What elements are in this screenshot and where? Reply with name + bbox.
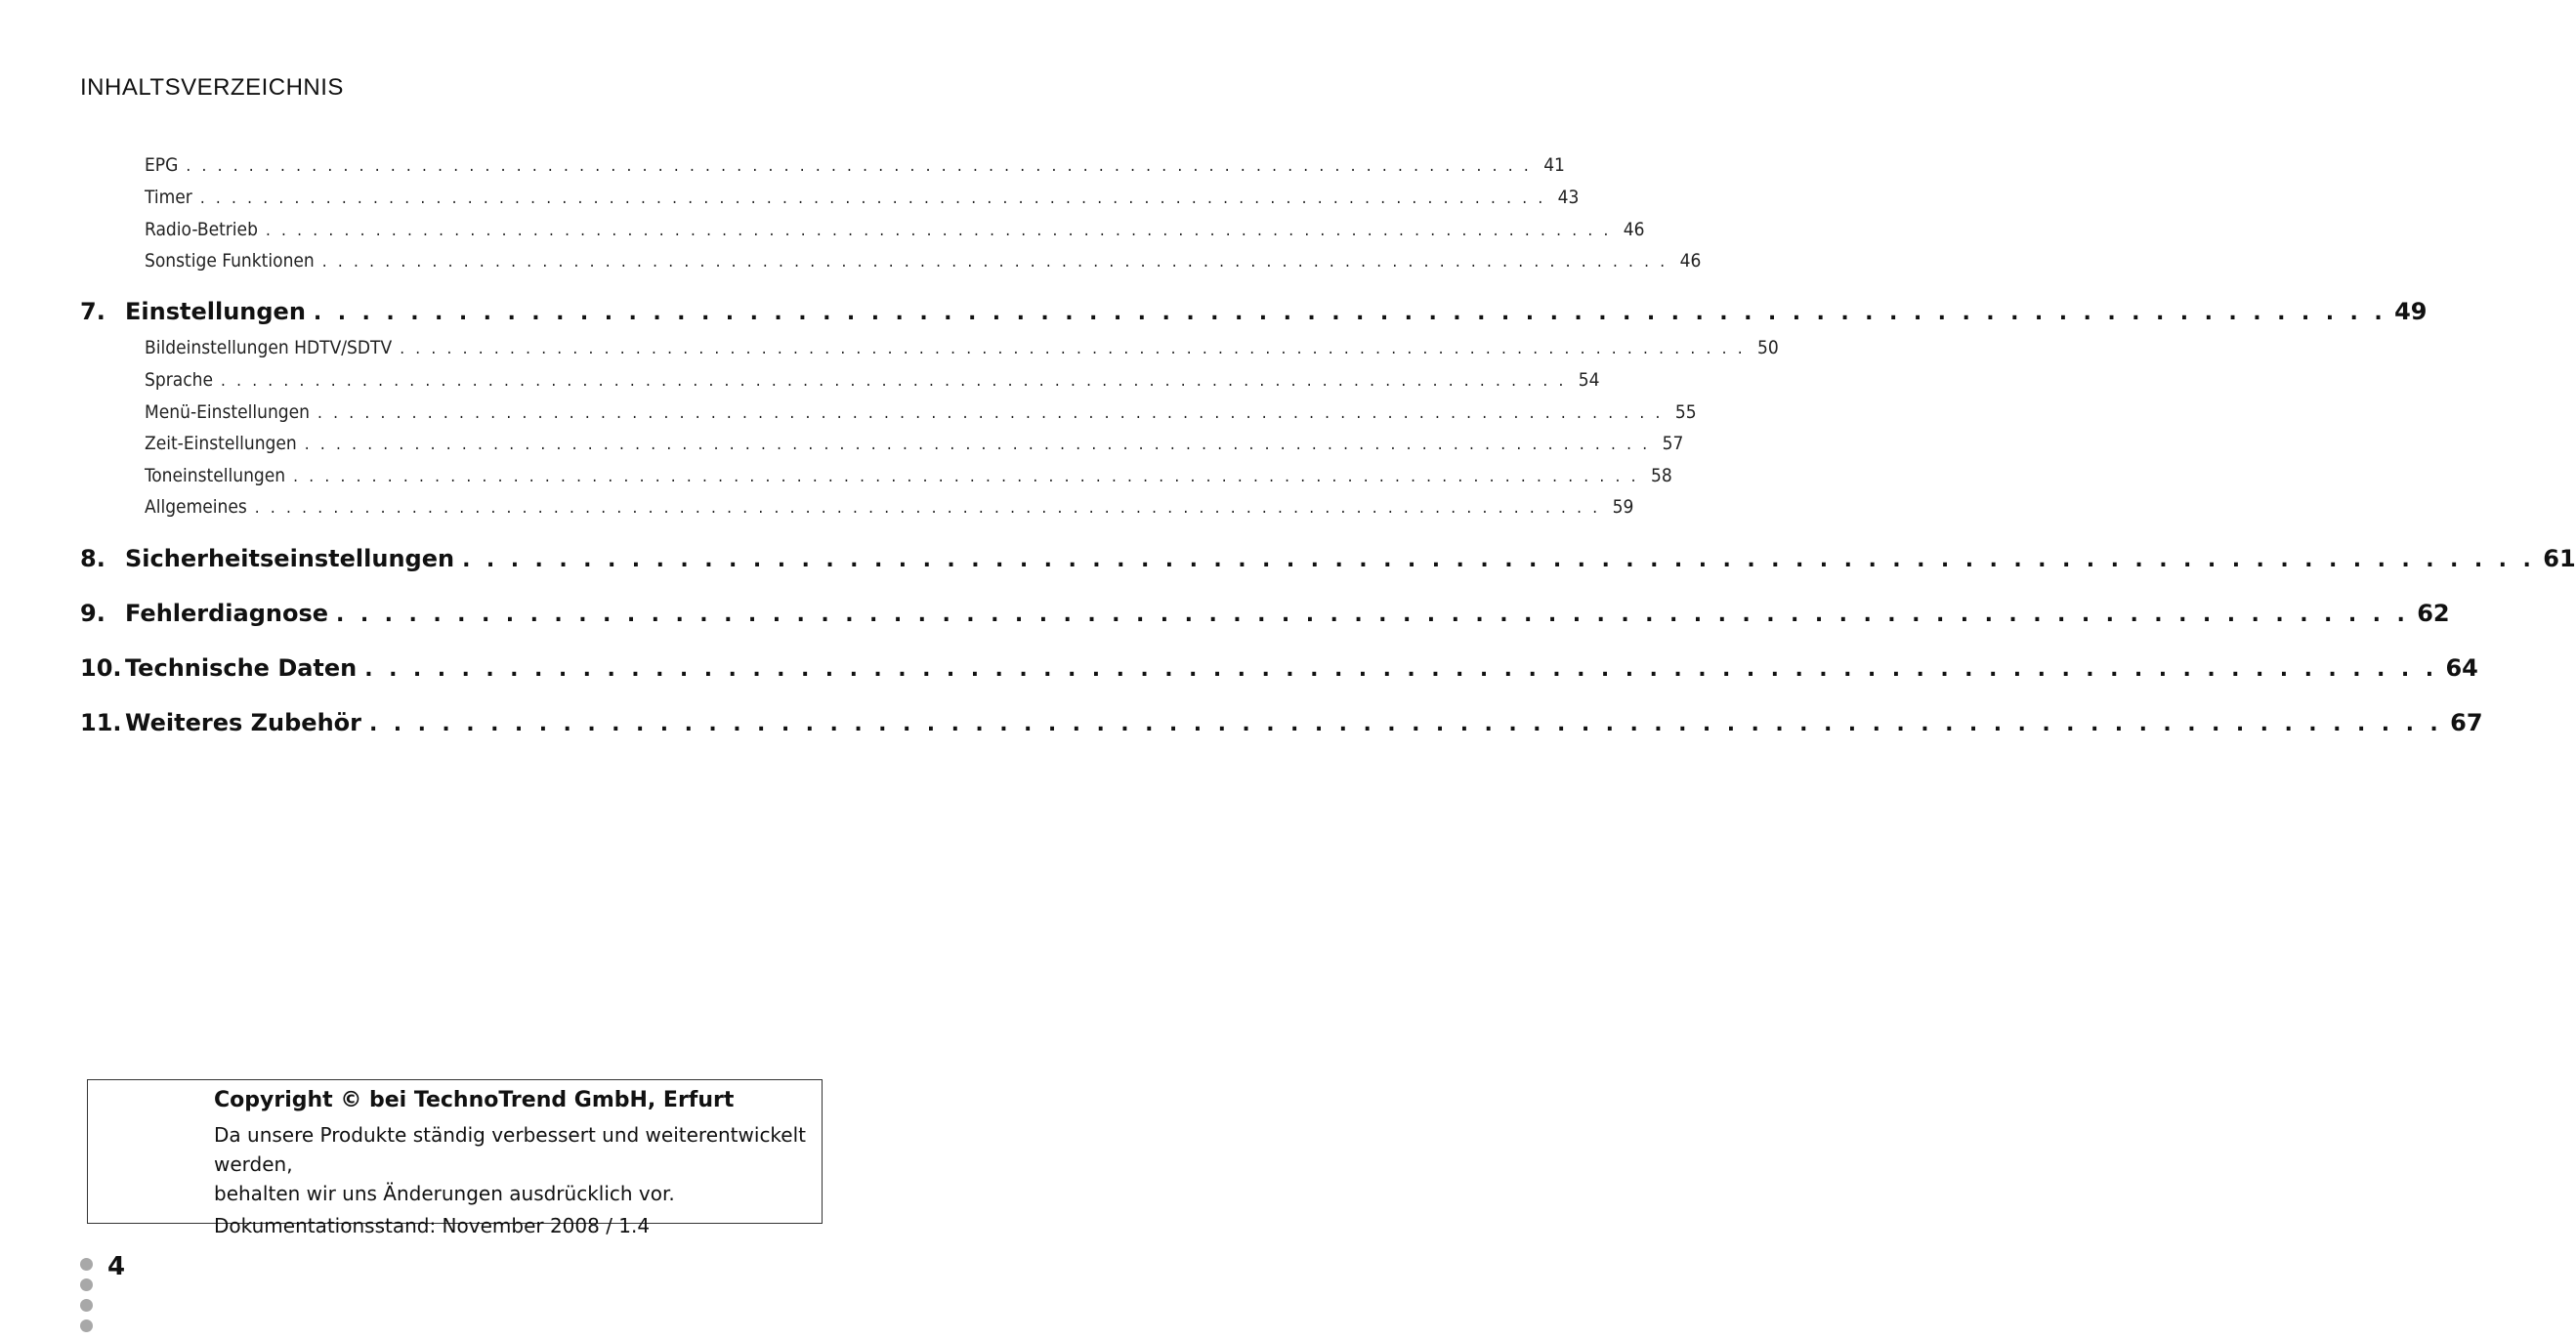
toc-chapter-heading — [80, 600, 328, 627]
toc-entry-page: 58 — [1650, 465, 1672, 486]
toc-chapter-heading — [80, 298, 306, 325]
dot-icon — [80, 1319, 93, 1332]
document-version: Dokumentationsstand: November 2008 / 1.4 — [214, 1214, 651, 1237]
dot-icon — [80, 1278, 93, 1291]
toc-chapter-number: 10. — [80, 654, 122, 682]
toc-dot-leader: . . . . . . . . . . . . . . . . . . . . . . . . . . . . . . . . . . . . . . . . . . . . . . . . . . . . . . . . . . . . . . . . . . . . . . . . . . . . . . . . . . . . . . — [317, 403, 1664, 423]
toc-chapter-number: 8. — [80, 545, 106, 572]
toc-entry-title: Sonstige Funktionen — [145, 250, 315, 272]
toc-entry-page: 41 — [1543, 154, 1565, 176]
toc-dot-leader: . . . . . . . . . . . . . . . . . . . . . . . . . . . . . . . . . . . . . . . . . . . . . . . . . . . . . . . . . . . . . . . . . . . . . . . . . . . . . . . . . . . . . . — [462, 548, 2536, 572]
toc-dot-leader: . . . . . . . . . . . . . . . . . . . . . . . . . . . . . . . . . . . . . . . . . . . . . . . . . . . . . . . . . . . . . . . . . . . . . . . . . . . . . . . . . . . . . . — [368, 712, 2443, 736]
toc-chapter-heading — [80, 654, 357, 682]
toc-dot-leader: . . . . . . . . . . . . . . . . . . . . . . . . . . . . . . . . . . . . . . . . . . . . . . . . . . . . . . . . . . . . . . . . . . . . . . . . . . . . . . . . . . . . . . — [220, 371, 1567, 391]
toc-entry-page: 55 — [1674, 401, 1697, 423]
toc-entry-zeit-einstellungen[interactable] — [145, 433, 1684, 462]
toc-chapter-number: 11. — [80, 709, 122, 736]
toc-entry-title: Toneinstellungen — [145, 465, 286, 486]
toc-dot-leader: . . . . . . . . . . . . . . . . . . . . . . . . . . . . . . . . . . . . . . . . . . . . . . . . . . . . . . . . . . . . . . . . . . . . . . . . . . . . . . . . . . . . . . — [336, 603, 2410, 627]
toc-entry-allgemeines[interactable] — [145, 496, 1634, 525]
toc-entry-title: Radio-Betrieb — [145, 219, 258, 240]
toc-dot-leader: . . . . . . . . . . . . . . . . . . . . . . . . . . . . . . . . . . . . . . . . . . . . . . . . . . . . . . . . . . . . . . . . . . . . . . . . . . . . . . . . . . . . . . — [400, 339, 1746, 358]
toc-dot-leader: . . . . . . . . . . . . . . . . . . . . . . . . . . . . . . . . . . . . . . . . . . . . . . . . . . . . . . . . . . . . . . . . . . . . . . . . . . . . . . . . . . . . . . — [364, 657, 2438, 682]
toc-dot-leader: . . . . . . . . . . . . . . . . . . . . . . . . . . . . . . . . . . . . . . . . . . . . . . . . . . . . . . . . . . . . . . . . . . . . . . . . . . . . . . . . . . . . . . — [293, 467, 1639, 486]
toc-entry-title: Sprache — [145, 369, 213, 391]
toc-dot-leader: . . . . . . . . . . . . . . . . . . . . . . . . . . . . . . . . . . . . . . . . . . . . . . . . . . . . . . . . . . . . . . . . . . . . . . . . . . . . . . . . . . . . . . — [265, 221, 1612, 240]
toc-entry-title: Bildeinstellungen HDTV/SDTV — [145, 337, 393, 358]
toc-chapter-9[interactable] — [80, 600, 2450, 639]
toc-entry-page: 46 — [1679, 250, 1702, 272]
toc-chapter-page: 62 — [2417, 600, 2450, 627]
dot-icon — [80, 1299, 93, 1312]
toc-chapter-8[interactable] — [80, 545, 2576, 584]
toc-chapter-number: 9. — [80, 600, 106, 627]
toc-entry-radio-betrieb[interactable] — [145, 219, 1645, 248]
toc-dot-leader: . . . . . . . . . . . . . . . . . . . . . . . . . . . . . . . . . . . . . . . . . . . . . . . . . . . . . . . . . . . . . . . . . . . . . . . . . . . . . . . . . . . . . . — [186, 156, 1532, 176]
toc-chapter-page: 49 — [2394, 298, 2428, 325]
toc-chapter-heading — [80, 545, 454, 572]
page-number: 4 — [107, 1252, 126, 1281]
toc-dot-leader: . . . . . . . . . . . . . . . . . . . . . . . . . . . . . . . . . . . . . . . . . . . . . . . . . . . . . . . . . . . . . . . . . . . . . . . . . . . . . . . . . . . . . . — [313, 301, 2387, 325]
toc-entry-page: 50 — [1757, 337, 1779, 358]
toc-entry-page: 46 — [1623, 219, 1645, 240]
toc-chapter-number: 7. — [80, 298, 106, 325]
toc-chapter-11[interactable] — [80, 709, 2483, 748]
toc-entry-toneinstellungen[interactable] — [145, 465, 1672, 494]
toc-entry-sprache[interactable] — [145, 369, 1600, 398]
toc-chapter-page: 61 — [2543, 545, 2576, 572]
toc-dot-leader: . . . . . . . . . . . . . . . . . . . . . . . . . . . . . . . . . . . . . . . . . . . . . . . . . . . . . . . . . . . . . . . . . . . . . . . . . . . . . . . . . . . . . . — [254, 498, 1601, 518]
toc-chapter-title: Sicherheitseinstellungen — [125, 545, 455, 572]
copyright-box — [87, 1079, 823, 1237]
toc-entry-sonstige-funktionen[interactable] — [145, 250, 1702, 279]
toc-entry-title: Zeit-Einstellungen — [145, 433, 297, 454]
toc-entry-timer[interactable] — [145, 187, 1580, 216]
footer-dots-decoration — [80, 1258, 94, 1340]
copyright-notice — [214, 1120, 816, 1208]
toc-chapter-7[interactable] — [80, 298, 2428, 337]
toc-chapter-title: Weiteres Zubehör — [125, 709, 361, 736]
toc-chapter-title: Einstellungen — [125, 298, 306, 325]
dot-icon — [80, 1258, 93, 1271]
toc-chapter-page: 67 — [2450, 709, 2483, 736]
copyright-title: Copyright © bei TechnoTrend GmbH, Erfurt — [214, 1088, 735, 1112]
page-title: INHALTSVERZEICHNIS — [80, 74, 344, 101]
toc-entry-title: EPG — [145, 154, 179, 176]
toc-chapter-title: Fehlerdiagnose — [125, 600, 329, 627]
toc-chapter-title: Technische Daten — [125, 654, 358, 682]
toc-chapter-page: 64 — [2445, 654, 2478, 682]
toc-dot-leader: . . . . . . . . . . . . . . . . . . . . . . . . . . . . . . . . . . . . . . . . . . . . . . . . . . . . . . . . . . . . . . . . . . . . . . . . . . . . . . . . . . . . . . — [304, 435, 1651, 454]
toc-entry-title: Timer — [145, 187, 192, 208]
toc-entry-title: Menü-Einstellungen — [145, 401, 311, 423]
toc-entry-page: 43 — [1557, 187, 1580, 208]
toc-entry-menue-einstellungen[interactable] — [145, 401, 1697, 431]
toc-dot-leader: . . . . . . . . . . . . . . . . . . . . . . . . . . . . . . . . . . . . . . . . . . . . . . . . . . . . . . . . . . . . . . . . . . . . . . . . . . . . . . . . . . . . . . — [321, 252, 1668, 272]
toc-entry-bildeinstellungen[interactable] — [145, 337, 1779, 366]
toc-chapter-heading — [80, 709, 361, 736]
copyright-notice-line: Da unsere Produkte ständig verbessert und weiterentwickelt werden, — [214, 1123, 807, 1176]
toc-chapter-10[interactable] — [80, 654, 2478, 693]
toc-entry-page: 54 — [1578, 369, 1600, 391]
copyright-content — [214, 1086, 816, 1237]
toc-dot-leader: . . . . . . . . . . . . . . . . . . . . . . . . . . . . . . . . . . . . . . . . . . . . . . . . . . . . . . . . . . . . . . . . . . . . . . . . . . . . . . . . . . . . . . — [199, 188, 1546, 208]
copyright-notice-line: behalten wir uns Änderungen ausdrücklich vor. — [214, 1182, 675, 1205]
toc-entry-page: 59 — [1612, 496, 1634, 518]
toc-entry-page: 57 — [1662, 433, 1684, 454]
toc-entry-title: Allgemeines — [145, 496, 247, 518]
toc-entry-epg[interactable] — [145, 154, 1565, 184]
